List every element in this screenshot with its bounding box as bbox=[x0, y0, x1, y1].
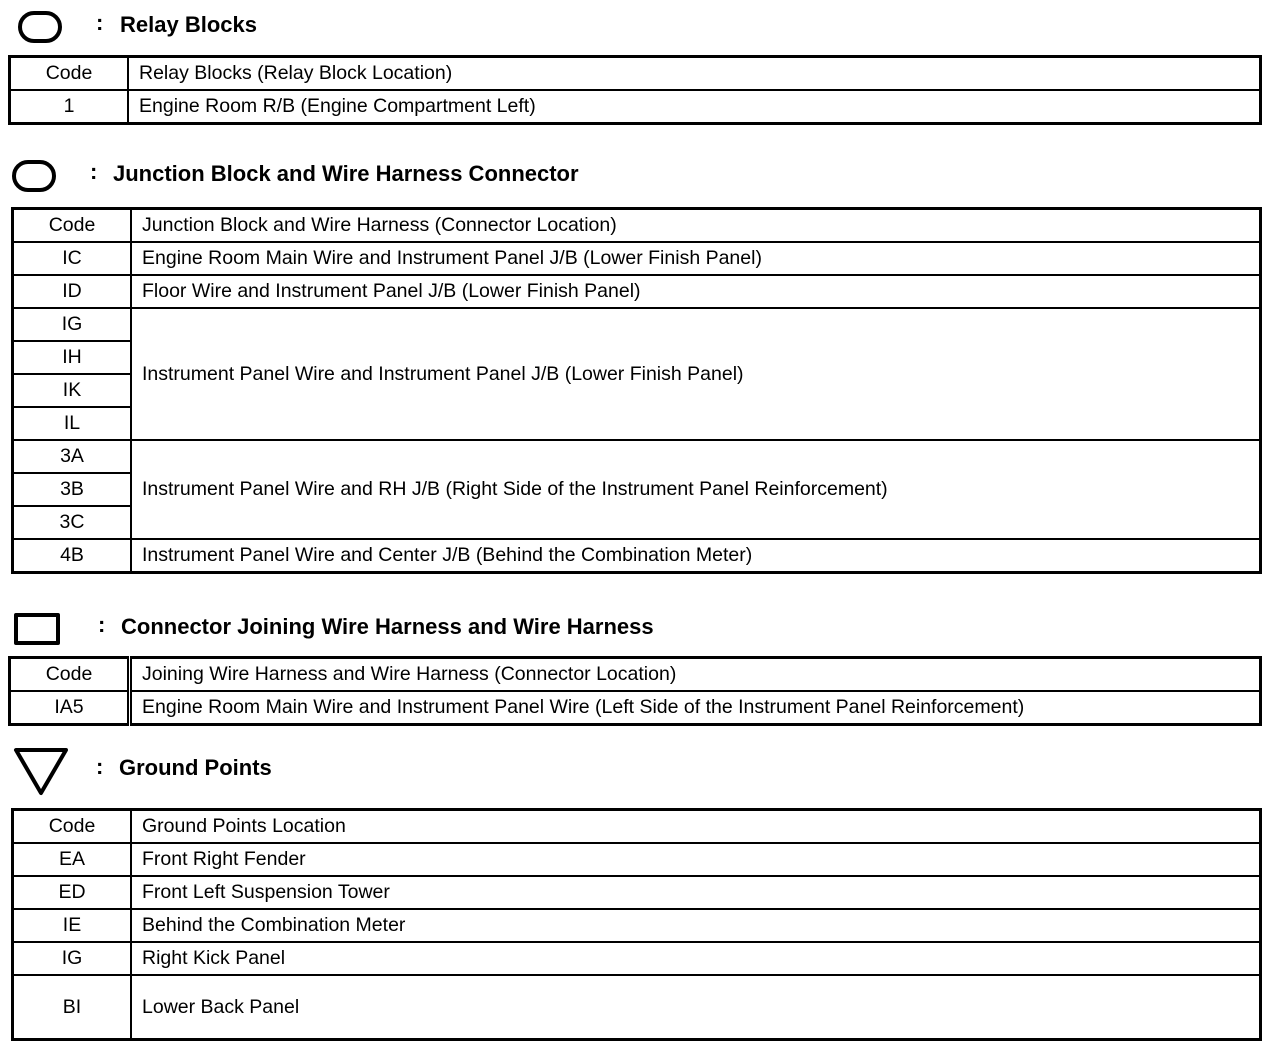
code-cell: 4B bbox=[13, 539, 132, 573]
section-title: Connector Joining Wire Harness and Wire Harness bbox=[121, 614, 654, 639]
location-cell: Floor Wire and Instrument Panel J/B (Lower Finish Panel) bbox=[131, 275, 1261, 308]
location-cell: Engine Room Main Wire and Instrument Panel Wire (Left Side of the Instrument Panel Reinforcement) bbox=[130, 691, 1261, 725]
code-cell: 1 bbox=[10, 90, 129, 124]
code-cell: IG bbox=[13, 308, 132, 341]
table-row bbox=[13, 909, 1261, 942]
heading-colon: : bbox=[98, 612, 106, 637]
code-cell: EA bbox=[13, 843, 132, 876]
table-row bbox=[13, 440, 1261, 473]
location-cell: Front Right Fender bbox=[131, 843, 1261, 876]
location-cell: Instrument Panel Wire and Center J/B (Behind the Combination Meter) bbox=[131, 539, 1261, 573]
table-row bbox=[13, 942, 1261, 975]
table-row bbox=[13, 843, 1261, 876]
rounded-rect-symbol-icon bbox=[18, 11, 62, 43]
location-cell: Engine Room R/B (Engine Compartment Left) bbox=[128, 90, 1261, 124]
location-cell: Right Kick Panel bbox=[131, 942, 1261, 975]
junction-block-heading bbox=[0, 155, 1270, 195]
rounded-rect-symbol-icon bbox=[12, 160, 56, 192]
table-row bbox=[13, 242, 1261, 275]
code-cell: BI bbox=[13, 975, 132, 1040]
table-row bbox=[13, 975, 1261, 1040]
table-row bbox=[10, 90, 1261, 124]
table-row bbox=[13, 539, 1261, 573]
location-cell: Engine Room Main Wire and Instrument Panel J/B (Lower Finish Panel) bbox=[131, 242, 1261, 275]
location-header: Joining Wire Harness and Wire Harness (Connector Location) bbox=[130, 658, 1261, 692]
relay-blocks-heading bbox=[0, 6, 1270, 46]
location-cell: Instrument Panel Wire and Instrument Panel J/B (Lower Finish Panel) bbox=[131, 308, 1261, 440]
table-header-row bbox=[10, 658, 1261, 692]
location-header: Junction Block and Wire Harness (Connector Location) bbox=[131, 209, 1261, 243]
connector-table bbox=[8, 656, 1262, 726]
square-rect-symbol-icon bbox=[14, 613, 60, 645]
code-cell: 3C bbox=[13, 506, 132, 539]
code-cell: ED bbox=[13, 876, 132, 909]
table-header-row bbox=[13, 810, 1261, 844]
section-title: Junction Block and Wire Harness Connector bbox=[113, 161, 579, 186]
code-cell: ID bbox=[13, 275, 132, 308]
connector-heading bbox=[0, 608, 1270, 648]
code-cell: IK bbox=[13, 374, 132, 407]
code-cell: IC bbox=[13, 242, 132, 275]
code-cell: IE bbox=[13, 909, 132, 942]
heading-colon: : bbox=[96, 754, 104, 779]
table-header-row bbox=[13, 209, 1261, 243]
location-cell: Behind the Combination Meter bbox=[131, 909, 1261, 942]
table-row bbox=[13, 308, 1261, 341]
table-row bbox=[10, 691, 1261, 725]
heading-colon: : bbox=[96, 10, 104, 35]
ground-points-heading bbox=[0, 746, 1270, 800]
code-cell: 3B bbox=[13, 473, 132, 506]
code-header: Code bbox=[13, 810, 132, 844]
code-cell: IA5 bbox=[10, 691, 130, 725]
code-cell: IG bbox=[13, 942, 132, 975]
code-cell: 3A bbox=[13, 440, 132, 473]
location-header: Ground Points Location bbox=[131, 810, 1261, 844]
location-cell: Front Left Suspension Tower bbox=[131, 876, 1261, 909]
section-title: Ground Points bbox=[119, 755, 272, 780]
table-row bbox=[13, 275, 1261, 308]
table-header-row bbox=[10, 57, 1261, 91]
ground-points-table bbox=[11, 808, 1262, 1041]
code-header: Code bbox=[13, 209, 132, 243]
section-title: Relay Blocks bbox=[120, 12, 257, 37]
table-row bbox=[13, 876, 1261, 909]
location-header: Relay Blocks (Relay Block Location) bbox=[128, 57, 1261, 91]
code-cell: IL bbox=[13, 407, 132, 440]
location-cell: Lower Back Panel bbox=[131, 975, 1261, 1040]
code-cell: IH bbox=[13, 341, 132, 374]
location-cell: Instrument Panel Wire and RH J/B (Right Side of the Instrument Panel Reinforcement) bbox=[131, 440, 1261, 539]
junction-block-table bbox=[11, 207, 1262, 574]
relay-blocks-table bbox=[8, 55, 1262, 125]
code-header: Code bbox=[10, 658, 130, 692]
heading-colon: : bbox=[90, 159, 98, 184]
code-header: Code bbox=[10, 57, 129, 91]
triangle-symbol-icon bbox=[12, 746, 70, 798]
